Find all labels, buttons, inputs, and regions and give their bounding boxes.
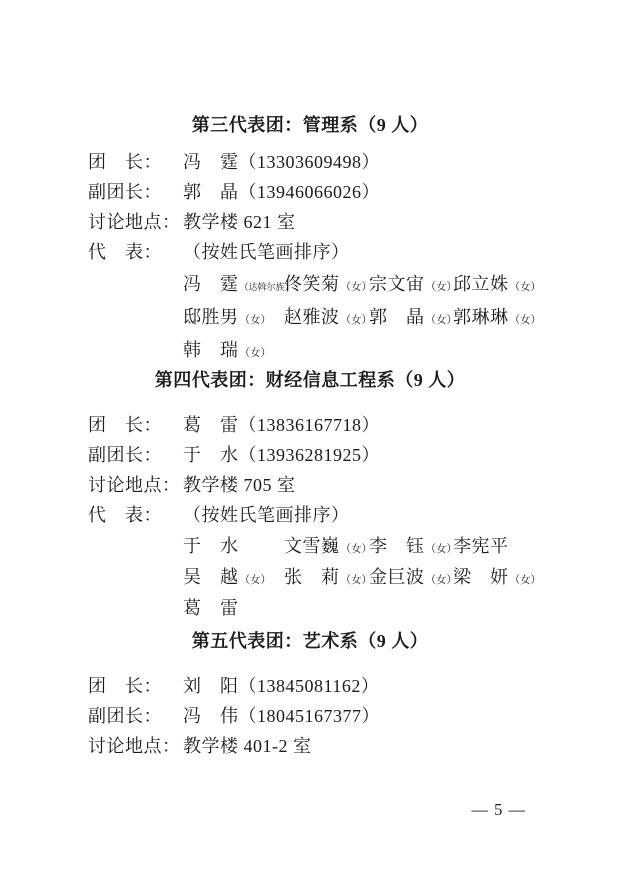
representative-note: （女） — [340, 574, 372, 586]
representative-name: 李 钰 — [369, 535, 425, 556]
representative — [284, 532, 372, 558]
field-row-deputy-leader — [0, 700, 620, 730]
field-label: 讨论地点： — [88, 212, 181, 232]
field-value: 冯 霆（13303609498） — [183, 152, 380, 172]
field-label: 团 长： — [88, 676, 162, 696]
representative-name: 金巨波 — [369, 566, 425, 587]
field-row-discussion-location — [0, 206, 620, 236]
representative — [453, 563, 620, 589]
representative — [183, 303, 284, 329]
representative-note: （女） — [239, 347, 271, 359]
field-row-representatives — [0, 499, 620, 529]
representative — [453, 303, 620, 329]
representative-note: （达斡尔族） — [239, 281, 294, 292]
representative-note: （女） — [509, 574, 541, 586]
field-value: （按姓氏笔画排序） — [183, 505, 350, 525]
field-value: 教学楼 621 室 — [183, 212, 296, 232]
representative-row — [183, 560, 620, 591]
field-row-leader — [0, 670, 620, 700]
representative-note: （女） — [509, 314, 541, 326]
field-label: 团 长： — [88, 152, 162, 172]
representative-name: 李宪平 — [453, 535, 509, 556]
field-row-leader — [0, 409, 620, 439]
field-label: 代 表： — [88, 505, 162, 525]
representative-note: （女） — [239, 314, 271, 326]
field-row-deputy-leader — [0, 439, 620, 469]
representative-note: （女） — [340, 543, 372, 555]
representative-row — [183, 332, 620, 365]
representative-note: （女） — [425, 543, 457, 555]
representative-name: 于 水 — [183, 535, 239, 556]
representative-row — [183, 299, 620, 332]
representative — [284, 303, 372, 329]
field-label: 代 表： — [88, 242, 162, 262]
delegation-3-representatives — [183, 266, 620, 365]
field-label: 副团长： — [88, 445, 162, 465]
field-label: 讨论地点： — [88, 736, 181, 756]
representative — [369, 532, 457, 558]
field-row-representatives — [0, 236, 620, 266]
field-value: 教学楼 401-2 室 — [183, 736, 312, 756]
field-label: 副团长： — [88, 706, 162, 726]
field-value: 冯 伟（18045167377） — [183, 706, 380, 726]
representative-note: （女） — [425, 281, 457, 293]
representative-note: （女） — [239, 574, 271, 586]
representative — [183, 336, 284, 362]
page-number: — 5 — — [471, 800, 526, 819]
delegation-4-fields — [0, 409, 620, 529]
field-value: 刘 阳（13845081162） — [183, 676, 380, 696]
representative-name: 冯 霆 — [183, 273, 239, 294]
representative — [284, 563, 372, 589]
representative-name: 邱立姝 — [453, 273, 509, 294]
representative-row — [183, 266, 620, 299]
representative — [183, 563, 284, 589]
representative-note: （女） — [425, 574, 457, 586]
representative — [183, 270, 294, 296]
representative-name: 郭琳琳 — [453, 306, 509, 327]
representative-note: （女） — [509, 281, 541, 293]
representative-name: 赵雅波 — [284, 306, 340, 327]
field-label: 讨论地点： — [88, 475, 181, 495]
field-label: 团 长： — [88, 415, 162, 435]
representative — [369, 303, 457, 329]
representative-name: 吴 越 — [183, 566, 239, 587]
field-row-deputy-leader — [0, 176, 620, 206]
representative-note: （女） — [425, 314, 457, 326]
field-value: 郭 晶（13946066026） — [183, 182, 380, 202]
field-value: 教学楼 705 室 — [183, 475, 296, 495]
field-row-discussion-location — [0, 469, 620, 499]
representative — [369, 563, 457, 589]
delegation-5-fields — [0, 670, 620, 760]
representative-name: 韩 瑞 — [183, 339, 239, 360]
representative-name: 文雪巍 — [284, 535, 340, 556]
field-row-leader — [0, 146, 620, 176]
representative-note: （女） — [340, 281, 372, 293]
representative-name: 邸胜男 — [183, 306, 239, 327]
delegation-4-representatives — [183, 529, 620, 622]
field-value: 于 水（13936281925） — [183, 445, 380, 465]
representative-row — [183, 591, 620, 622]
field-value: （按姓氏笔画排序） — [183, 242, 350, 262]
representative-name: 葛 雷 — [183, 597, 239, 618]
delegation-5-title: 第五代表团：艺术系（9 人） — [191, 631, 429, 651]
representative — [183, 594, 284, 620]
representative-name: 梁 妍 — [453, 566, 509, 587]
representative — [453, 532, 620, 558]
representative-name: 郭 晶 — [369, 306, 425, 327]
representative-row — [183, 529, 620, 560]
field-value: 葛 雷（13836167718） — [183, 415, 380, 435]
representative-name: 佟笑菊 — [284, 273, 340, 294]
representative — [284, 270, 372, 296]
representative-name: 张 莉 — [284, 566, 340, 587]
delegation-3-title: 第三代表团：管理系（9 人） — [191, 115, 429, 135]
field-label: 副团长： — [88, 182, 162, 202]
representative-name: 宗文宙 — [369, 273, 425, 294]
delegation-3-fields — [0, 146, 620, 266]
delegation-4-title: 第四代表团：财经信息工程系（9 人） — [154, 370, 466, 390]
representative — [183, 532, 284, 558]
field-row-discussion-location — [0, 730, 620, 760]
representative — [453, 270, 620, 296]
representative-note: （女） — [340, 314, 372, 326]
representative — [369, 270, 457, 296]
